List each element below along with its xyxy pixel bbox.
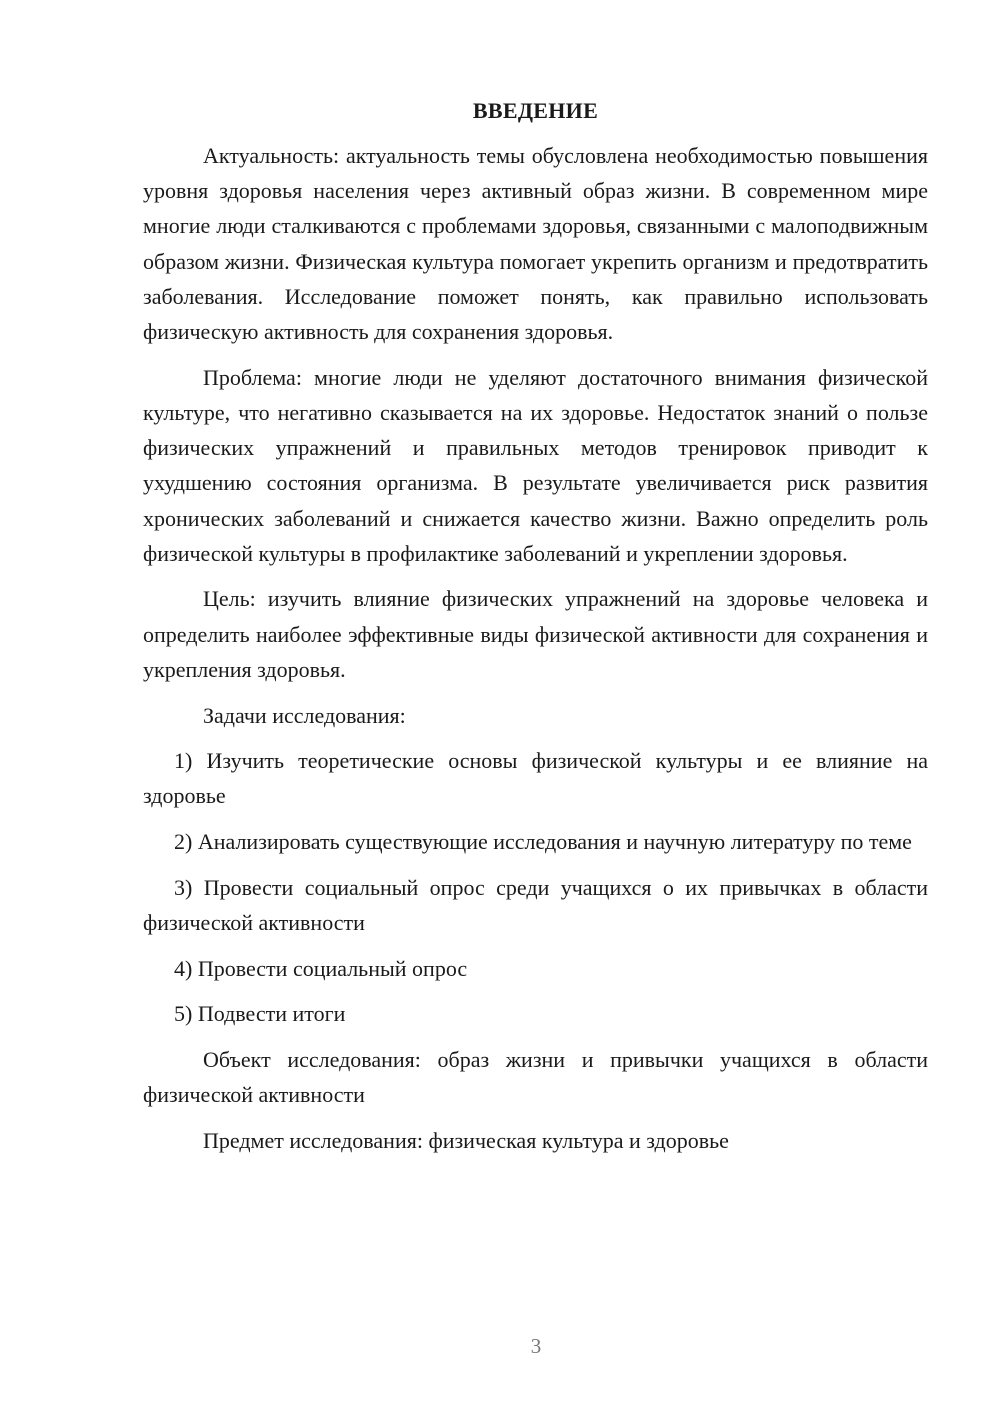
page-number: 3 <box>530 1334 542 1358</box>
relevance-paragraph: Актуальность: актуальность темы обусловлена необходимостью повышения уровня здоровья населения через активный образ жизни. В современном мире многие люди сталкиваются с проблемами здоровья, связанными с малоподвижным образом жизни. Физическая культура помогает укрепить организм и предотвратить заболевания. Исследование поможет понять, как правильно использовать физическую активность для сохранения здоровья. <box>143 143 928 345</box>
object-paragraph: Объект исследования: образ жизни и привычки учащихся в области физической активности <box>143 1047 928 1108</box>
task-item-3: 3) Провести социальный опрос среди учащихся о их привычках в области физической активности <box>143 874 928 936</box>
goal-paragraph: Цель: изучить влияние физических упражнений на здоровье человека и определить наиболее эффективные виды физической активности для сохранения и укрепления здоровья. <box>143 586 928 682</box>
task-item-2: 2) Анализировать существующие исследования и научную литературу по теме <box>174 829 912 855</box>
task-item-4: 4) Провести социальный опрос <box>174 955 468 981</box>
problem-paragraph: Проблема: многие люди не уделяют достаточного внимания физической культуре, что негативно сказывается на их здоровье. Недостаток знаний о пользе физических упражнений и правильных методов тренировок приводит к ухудшению состояния организма. В результате увеличивается риск развития хронических заболеваний и снижается качество жизни. Важно определить роль физической культуры в профилактике заболеваний и укреплении здоровья. <box>143 364 928 566</box>
document-page <box>143 96 928 1169</box>
tasks-heading: Задачи исследования: <box>203 702 406 728</box>
page-title: ВВЕДЕНИЕ <box>472 98 599 123</box>
subject-paragraph: Предмет исследования: физическая культура и здоровье <box>203 1128 729 1154</box>
task-item-5: 5) Подвести итоги <box>174 1001 346 1027</box>
task-item-1: 1) Изучить теоретические основы физической культуры и ее влияние на здоровье <box>143 748 928 809</box>
